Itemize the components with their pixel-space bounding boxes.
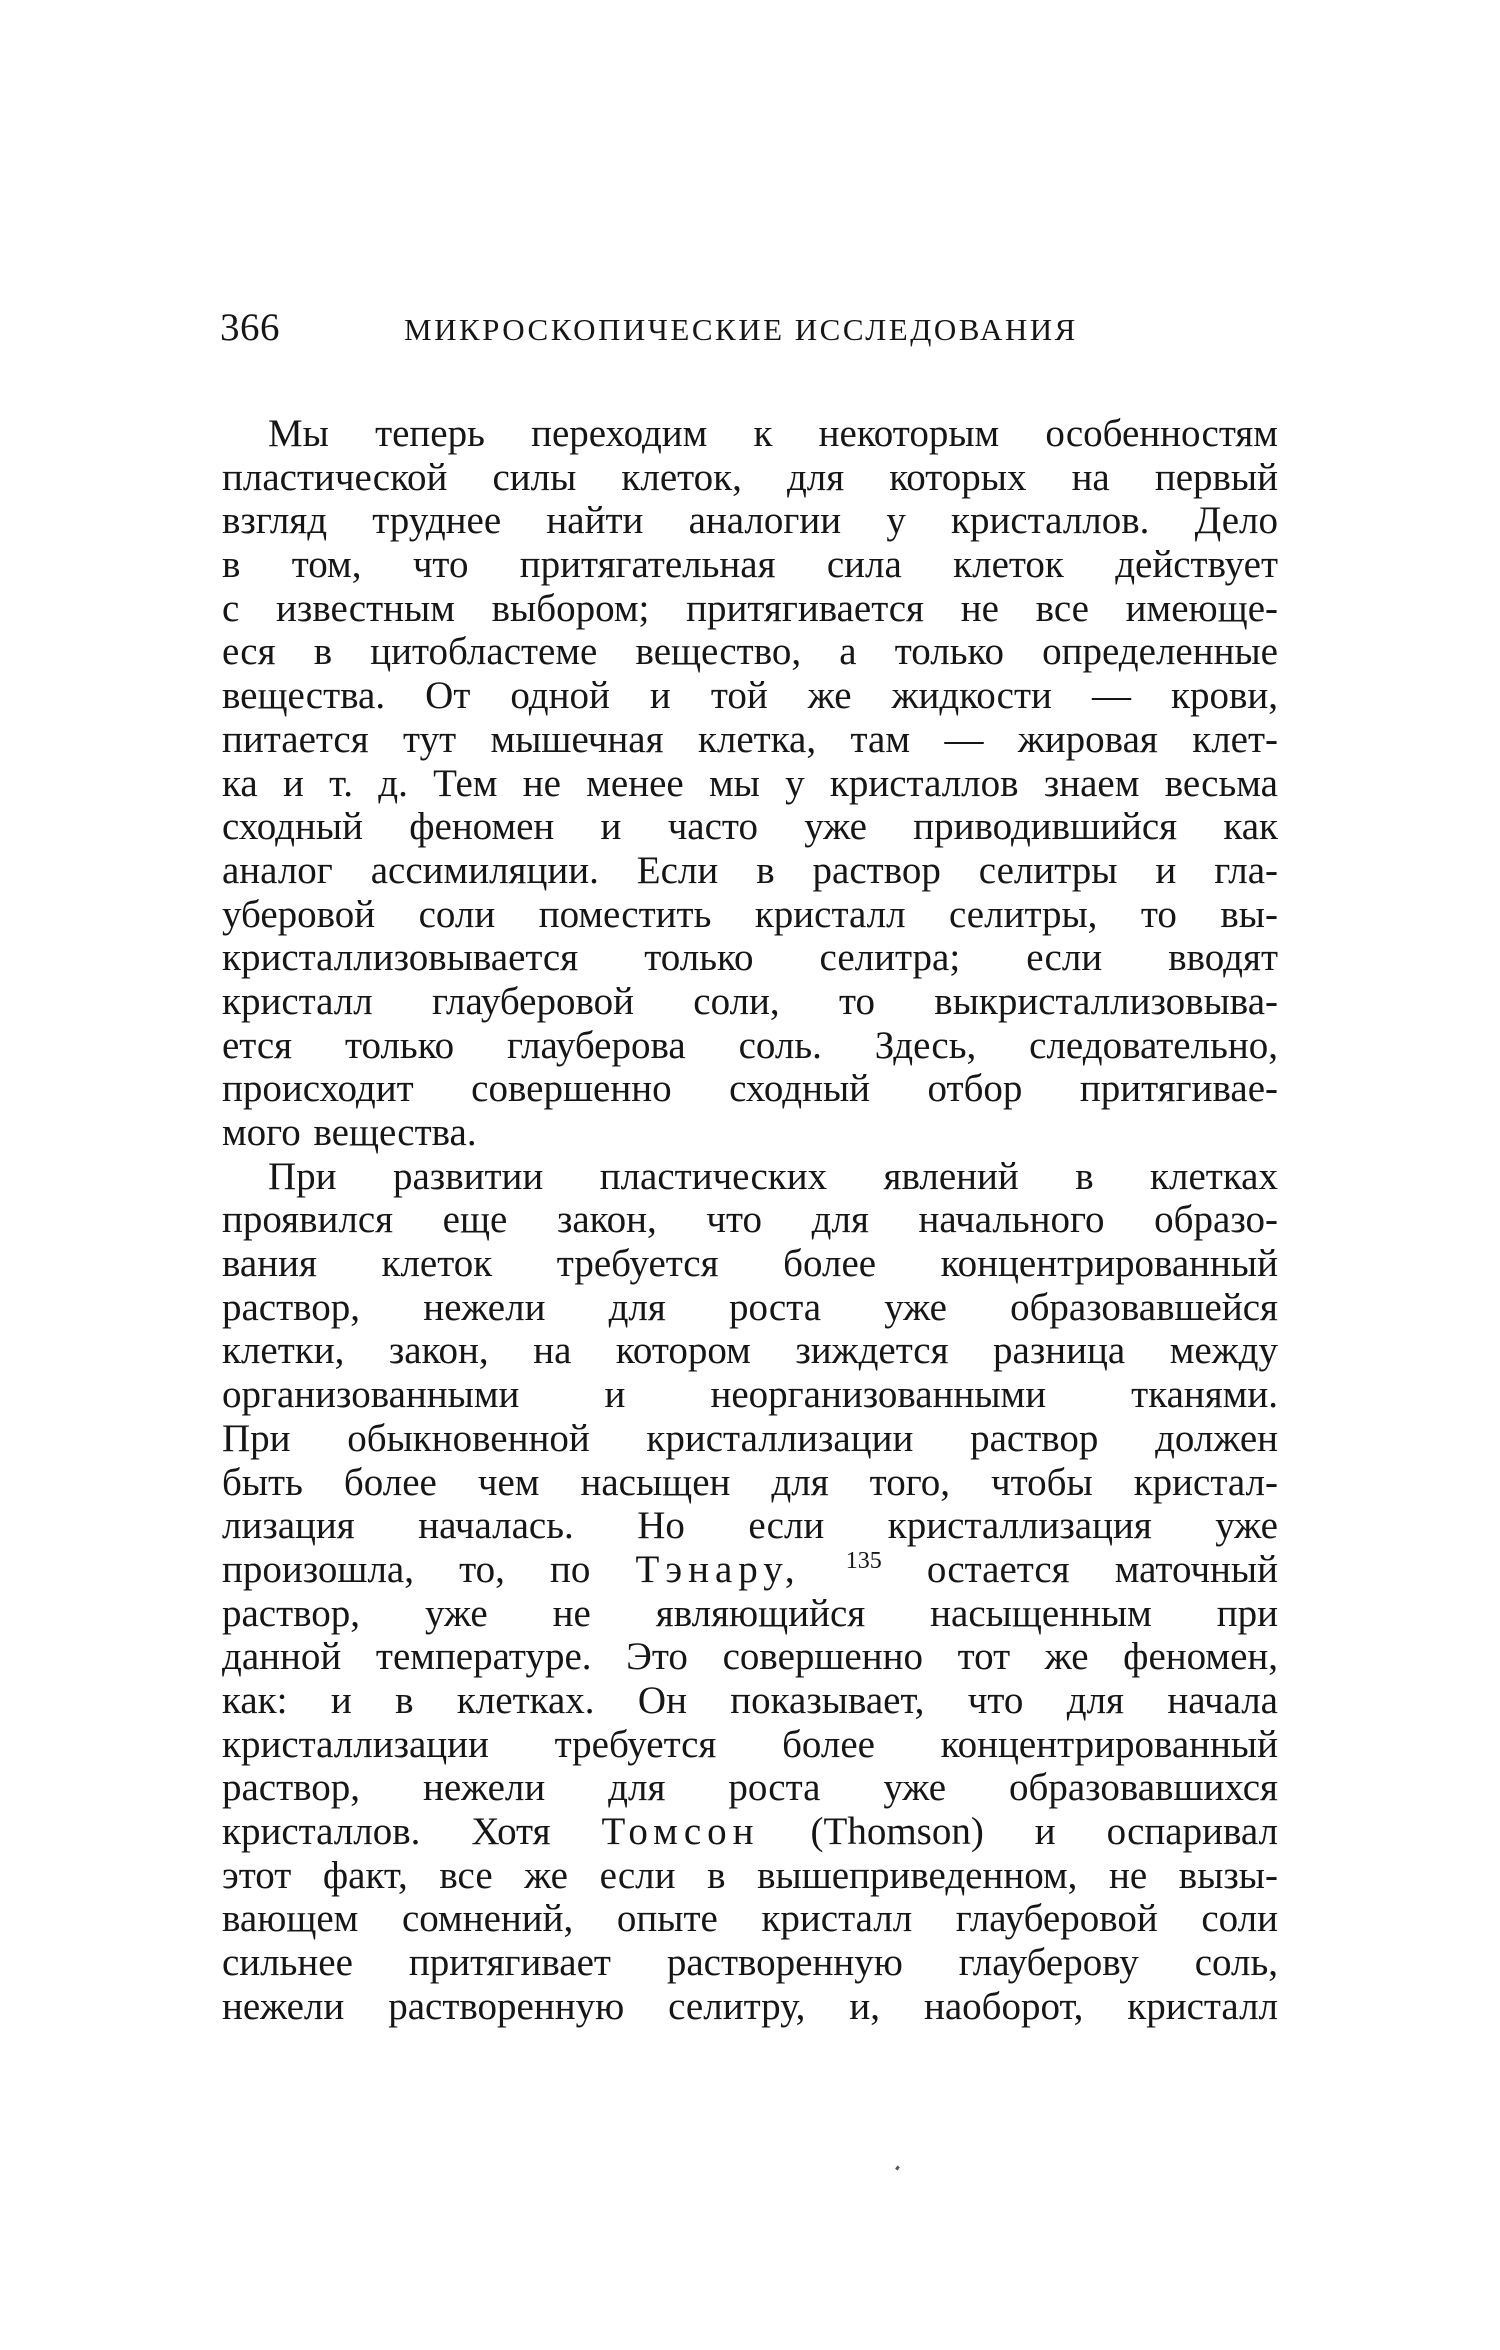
text-segment: (Thomson) и оспаривал: [759, 1810, 1278, 1853]
running-head: [220, 303, 1280, 353]
text-line: При обыкновенной кристаллизации раствор должен: [222, 1416, 1278, 1460]
paragraph-2: [222, 1155, 1278, 2029]
text-line: взгляд труднее найти аналогии у кристаллов. Дело: [222, 499, 1278, 543]
paragraph-1: [222, 412, 1278, 1155]
text-line: вещества. От одной и той же жидкости — крови,: [222, 674, 1278, 718]
text-segment: произошла, то, по: [222, 1547, 636, 1591]
text-line-tenar: [222, 1548, 1278, 1592]
text-line: проявился еще закон, что для начального образо-: [222, 1198, 1278, 1242]
text-line: сильнее притягивает растворенную глауберову соль,: [222, 1941, 1278, 1985]
text-line: раствор, нежели для роста уже образовавшихся: [222, 1766, 1278, 1810]
text-line: ка и т. д. Тем не менее мы у кристаллов знаем весьма: [222, 761, 1278, 805]
text-line: пластической силы клеток, для которых на первый: [222, 455, 1278, 499]
text-line: кристаллизовывается только селитра; если вводят: [222, 936, 1278, 980]
text-line: клетки, закон, на котором зиждется разница между: [222, 1329, 1278, 1373]
text-line: нежели растворенную селитру, и, наоборот, кристалл: [222, 1984, 1278, 2028]
text-line: вания клеток требуется более концентрированный: [222, 1242, 1278, 1286]
text-segment: остается маточный: [881, 1547, 1279, 1591]
text-line: мого вещества.: [222, 1111, 477, 1154]
text-line: кристалл глауберовой соли, то выкристаллизовыва-: [222, 979, 1278, 1023]
text-line: лизация началась. Но если кристаллизация уже: [222, 1504, 1278, 1548]
author-name-tenar: Тэнару,: [635, 1547, 801, 1591]
text-line: питается тут мышечная клетка, там — жировая клет-: [222, 717, 1278, 761]
text-line: кристаллизации требуется более концентрированный: [222, 1722, 1278, 1766]
body-text: [222, 412, 1278, 2028]
text-line: быть более чем насыщен для того, чтобы кристал-: [222, 1460, 1278, 1504]
text-line: вающем сомнений, опыте кристалл глауберовой соли: [222, 1897, 1278, 1941]
text-segment: кристаллов. Хотя: [222, 1810, 602, 1853]
text-line: как: и в клетках. Он показывает, что для начала: [222, 1678, 1278, 1722]
running-title: МИКРОСКОПИЧЕСКИЕ ИССЛЕДОВАНИЯ: [404, 312, 1078, 347]
text-line: происходит совершенно сходный отбор притягивае-: [222, 1067, 1278, 1111]
text-line: раствор, нежели для роста уже образовавшейся: [222, 1285, 1278, 1329]
text-line-thomson: [222, 1810, 1278, 1854]
text-line: этот факт, все же если в вышеприведенном, не вызы-: [222, 1853, 1278, 1897]
text-line: раствор, уже не являющийся насыщенным при: [222, 1591, 1278, 1635]
text-line: уберовой соли поместить кристалл селитры, то вы-: [222, 892, 1278, 936]
text-line: данной температуре. Это совершенно тот же феномен,: [222, 1635, 1278, 1679]
text-line: еся в цитобластеме вещество, а только определенные: [222, 630, 1278, 674]
text-line: При развитии пластических явлений в клетках: [268, 1154, 1278, 1198]
page-number: 366: [220, 306, 280, 349]
text-line: аналог ассимиляции. Если в раствор селитры и гла-: [222, 848, 1278, 892]
text-line: сходный феномен и часто уже приводившийся как: [222, 805, 1278, 849]
print-speck: [895, 2166, 900, 2171]
text-line: с известным выбором; притягивается не все имеюще-: [222, 586, 1278, 630]
text-line: в том, что притягательная сила клеток действует: [222, 543, 1278, 587]
text-line: Мы теперь переходим к некоторым особенностям: [268, 412, 1278, 455]
note-reference: 135: [845, 1547, 882, 1574]
text-line: ется только глауберова соль. Здесь, следовательно,: [222, 1023, 1278, 1067]
text-line: организованными и неорганизованными тканями.: [222, 1373, 1278, 1417]
author-name-thomson: Томсон: [601, 1810, 760, 1853]
